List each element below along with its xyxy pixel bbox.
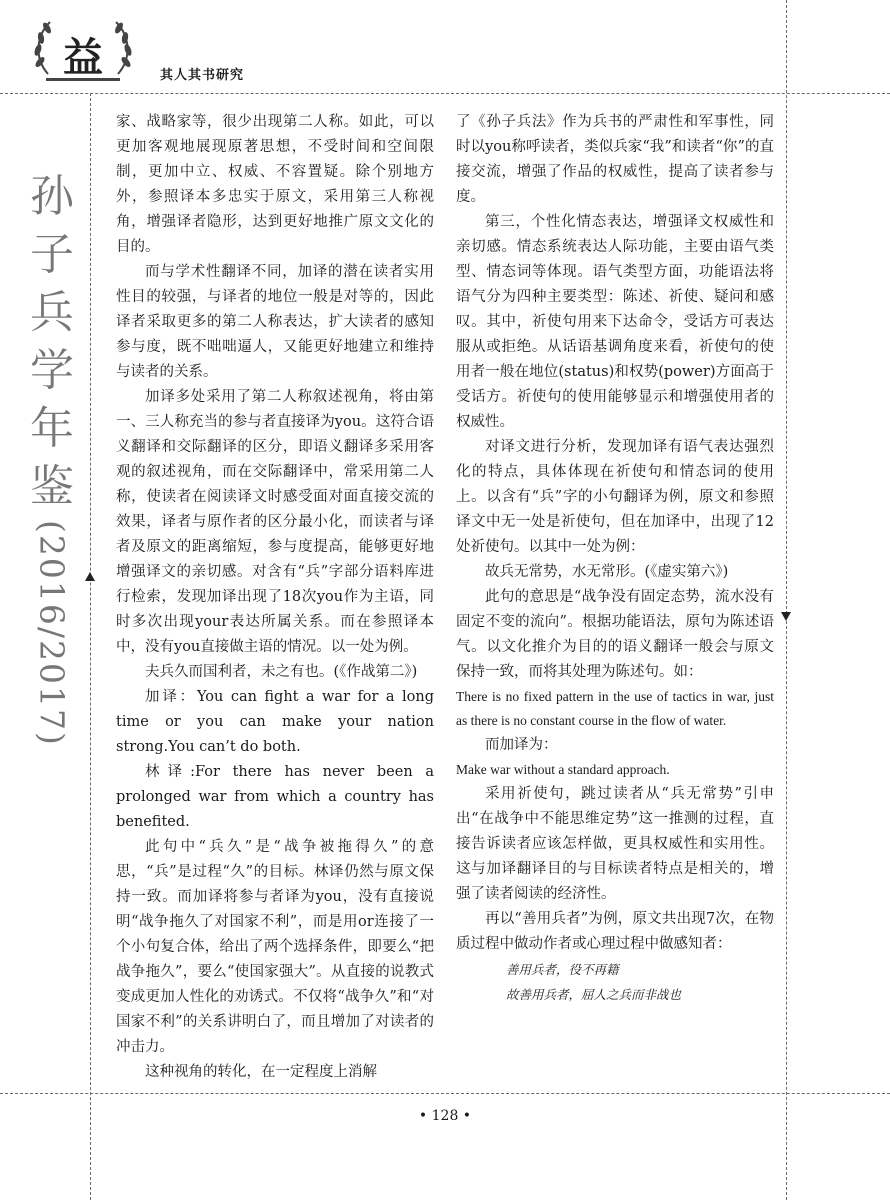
- journal-logo: [28, 12, 138, 90]
- running-head: 其人其书研究: [160, 68, 245, 83]
- paragraph: 家、战略家等，很少出现第二人称。如此，可以更加客观地展现原著思想，不受时间和空间限制，更加中立、权威、不容置疑。除个别地方外，参照译本多忠实于原文，采用第三人称视角，增强译者隐形，达到更好地推广原文文化的目的。: [116, 114, 434, 255]
- left-column: [116, 110, 434, 1085]
- right-column: [456, 110, 774, 1007]
- title-char: 鉴: [30, 461, 74, 512]
- title-char: 兵: [30, 287, 74, 338]
- paragraph: 这种视角的转化，在一定程度上消解: [145, 1064, 377, 1080]
- paragraph: 故兵无常势，水无常形。(《虚实第六》): [485, 564, 729, 580]
- quoted-verse: 故善用兵者，屈人之兵而非战也: [506, 987, 682, 1002]
- paragraph: 此句的意思是“战争没有固定态势，流水没有固定不变的流向”。根据功能语法，原句为陈述语气。以文化推介为目的的语义翻译一般会与原文保持一致，而将其处理为陈述句。如：: [456, 589, 774, 680]
- quoted-verse: 善用兵者，役不再籍: [506, 962, 619, 977]
- right-margin-rule: [786, 0, 787, 1200]
- paragraph: 夫兵久而国利者，未之有也。(《作战第二》): [145, 664, 418, 680]
- left-margin-rule: [90, 93, 91, 1200]
- paragraph: 加译多处采用了第二人称叙述视角，将由第一、三人称充当的参与者直接译为you。这符合语义翻译和交际翻译的区分，即语义翻译多采用客观的叙述视角，而在交际翻译中，常采用第二人称，使读者在阅读译文时感受面对面直接交流的效果，译者与原作者的区分最小化，而读者与译者及原文的距离缩短，参与度提高，能够更好地增强译文的亲切感。对含有“兵”字部分语料库进行检索，发现加译出现了18次you作为主语，同时多次出现your表达所属关系。而在参照译本中，没有you直接做主语的情况。以一处为例。: [116, 389, 434, 655]
- title-char: 子: [30, 229, 74, 280]
- title-char: 年: [30, 403, 74, 454]
- header-rule: [0, 93, 890, 94]
- paragraph: 林译:For there has never been a prolonged war from which a country has benefited.: [116, 764, 434, 830]
- paragraph: 而与学术性翻译不同，加译的潜在读者实用性目的较强，与译者的地位一般是对等的，因此译者采取更多的第二人称表达，扩大读者的感知参与度，既不咄咄逼人，又能更好地建立和维持与读者的关系。: [116, 264, 434, 380]
- triangle-up-icon: [85, 572, 95, 581]
- yearbook-title: [22, 168, 82, 747]
- title-char: 学: [30, 345, 74, 396]
- paragraph: 采用祈使句，跳过读者从“兵无常势”引申出“在战争中不能思维定势”这一推测的过程，直接告诉读者应该怎样做，更具权威性和实用性。这与加译翻译目的与目标读者特点是相关的，增强了读者阅读的经济性。: [456, 786, 774, 902]
- paragraph: 再以“善用兵者”为例，原文共出现7次，在物质过程中做动作者或心理过程中做感知者：: [456, 911, 774, 952]
- page-number: • 128 •: [418, 1108, 472, 1124]
- english-example: Make war without a standard approach.: [456, 762, 670, 777]
- paragraph: 加译：You can fight a war for a long time or you can make your nation strong.You can’t do both.: [116, 689, 434, 755]
- title-char: 孙: [30, 171, 74, 222]
- logo-glyph: 益: [63, 34, 103, 81]
- footer-rule: [0, 1093, 890, 1094]
- paragraph: 了《孙子兵法》作为兵书的严肃性和军事性，同时以you称呼读者，类似兵家“我”和读者“你”的直接交流，增强了作品的权威性，提高了读者参与度。: [456, 114, 774, 205]
- yearbook-year: (2016/2017): [32, 520, 72, 747]
- paragraph: 而加译为：: [485, 737, 558, 753]
- paragraph: 第三，个性化情态表达，增强译文权威性和亲切感。情态系统表达人际功能，主要由语气类型、情态词等体现。语气类型方面，功能语法将语气分为四种主要类型：陈述、祈使、疑问和感叹。其中，祈使句用来下达命令，受话方可表达服从或拒绝。从话语基调角度来看，祈使句的使用者一般在地位(status)和权势(power)方面高于受话方。祈使句的使用能够显示和增强使用者的权威性。: [456, 214, 774, 430]
- english-example: There is no fixed pattern in the use of tactics in war, just as there is no constant course in the flow of water.: [456, 689, 774, 728]
- triangle-down-icon: [781, 612, 791, 621]
- paragraph: 此句中“兵久”是“战争被拖得久”的意思，“兵”是过程“久”的目标。林译仍然与原文保持一致。而加译将参与者译为you，没有直接说明“战争拖久了对国家不利”，而是用or连接了一个小句复合体，给出了两个选择条件，即要么“把战争拖久”，要么“使国家强大”。从直接的说教式变成更加人性化的劝诱式。不仅将“战争久”和“对国家不利”的关系讲明白了，而且增加了对读者的冲击力。: [116, 839, 434, 1055]
- paragraph: 对译文进行分析，发现加译有语气表达强烈化的特点，具体体现在祈使句和情态词的使用上。以含有“兵”字的小句翻译为例，原文和参照译文中无一处是祈使句，但在加译中，出现了12处祈使句。以其中一处为例：: [456, 439, 774, 555]
